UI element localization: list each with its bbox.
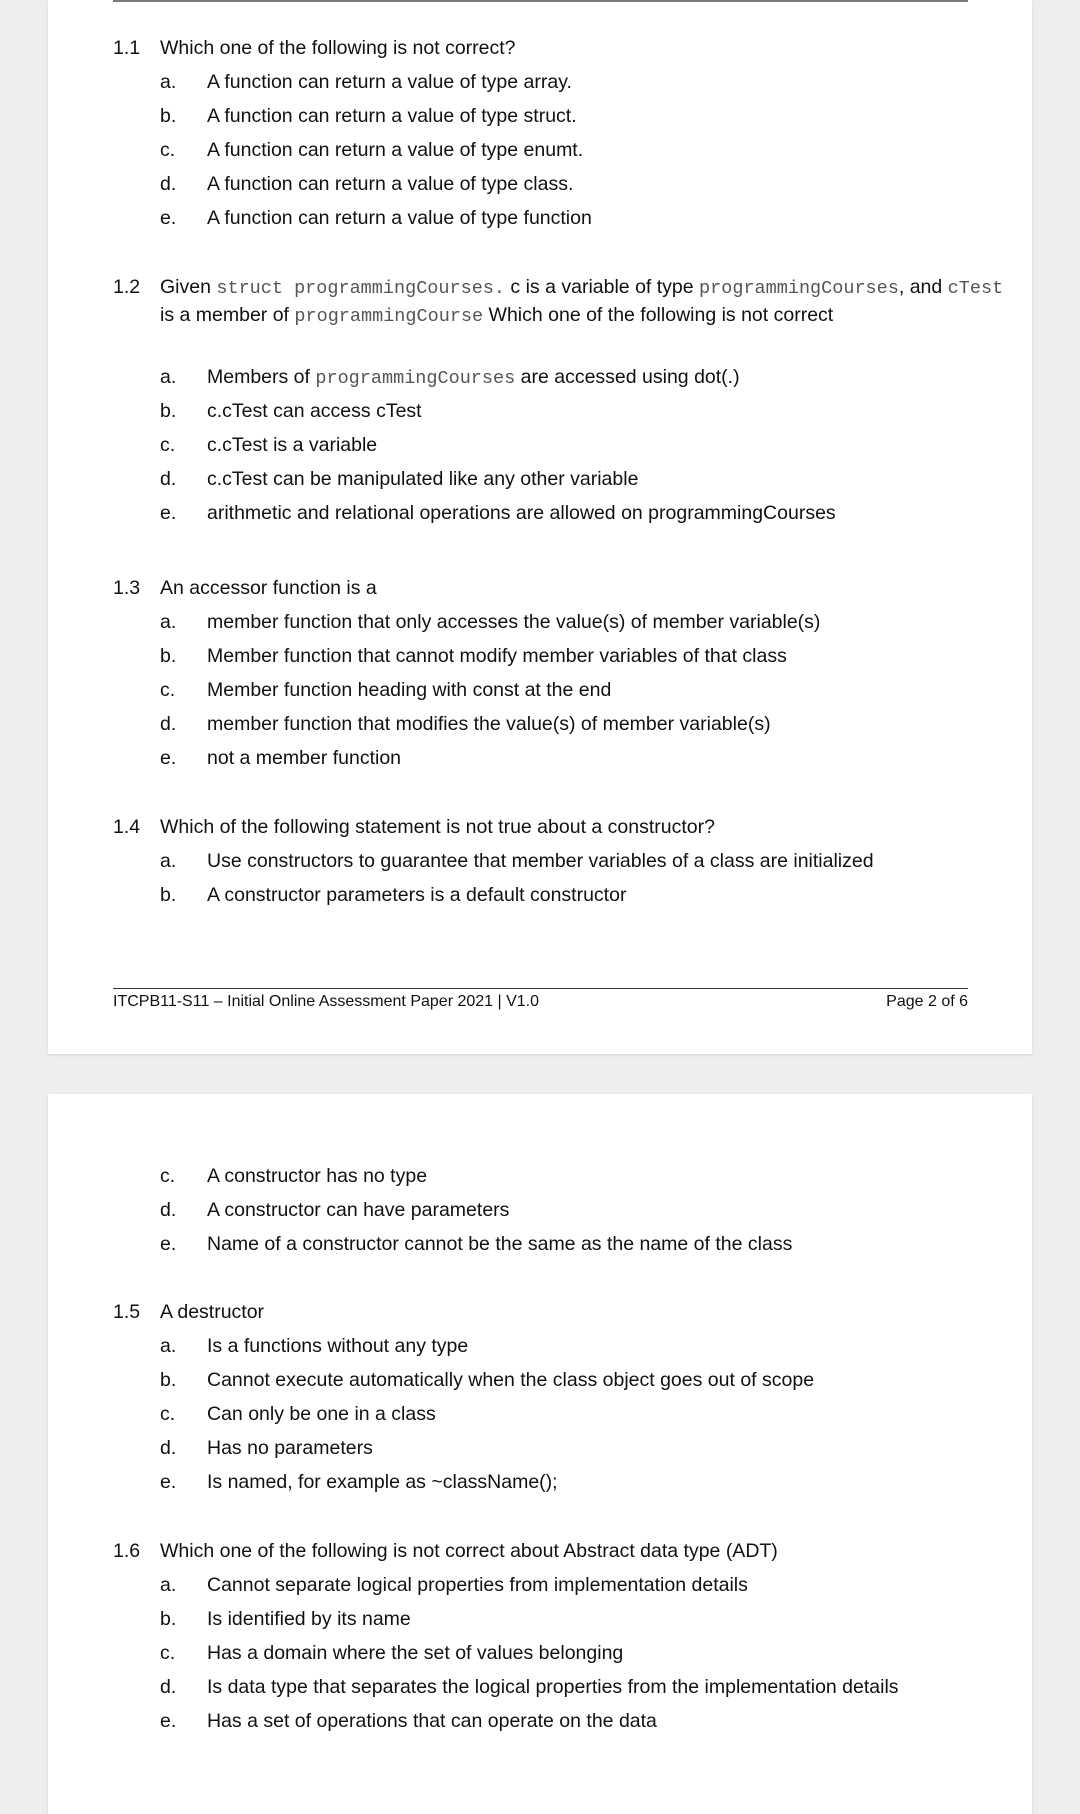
option-e: e. not a member function <box>160 747 402 769</box>
option-c: c. A constructor has no type <box>160 1165 428 1187</box>
option-a: a. member function that only accesses the value(s) of member variable(s) <box>160 611 821 633</box>
option-d: d. Has no parameters <box>160 1437 373 1459</box>
question-text: Which one of the following is not correct? <box>160 37 516 59</box>
question-number: 1.2 <box>113 276 141 298</box>
option-e: e. A function can return a value of type function <box>160 207 592 229</box>
top-rule <box>113 0 968 2</box>
option-c: c. Has a domain where the set of values belonging <box>160 1642 624 1664</box>
option-a: a. Use constructors to guarantee that member variables of a class are initialized <box>160 850 874 872</box>
option-e: e. Is named, for example as ~className(); <box>160 1471 558 1493</box>
question-1-5 <box>113 1295 1013 1499</box>
question-text: Given struct programmingCourses. c is a variable of type programmingCourses, and cTest is a member of programmingCourse Which one of the following is not correct <box>160 276 1004 327</box>
question-text: An accessor function is a <box>160 577 377 599</box>
footer-document-title: ITCPB11-S11 – Initial Online Assessment Paper 2021 | V1.0 <box>113 993 540 1010</box>
question-text: A destructor <box>160 1301 265 1323</box>
document-page-2 <box>48 1094 1032 1814</box>
question-number: 1.3 <box>113 577 141 599</box>
option-d: d. A function can return a value of type class. <box>160 173 574 195</box>
question-1-4 <box>113 810 1013 912</box>
option-e: e. Has a set of operations that can operate on the data <box>160 1710 657 1732</box>
question-1-4-continued <box>113 1159 1013 1261</box>
option-d: d. A constructor can have parameters <box>160 1199 510 1221</box>
option-a: a. Is a functions without any type <box>160 1335 469 1357</box>
question-1-6 <box>113 1534 1013 1738</box>
option-a: a. Members of programmingCourses are accessed using dot(.) <box>160 366 740 389</box>
option-b: b. Is identified by its name <box>160 1608 411 1630</box>
question-1-1 <box>113 31 1013 235</box>
document-page-1 <box>48 0 1032 1054</box>
question-1-3 <box>113 571 1013 775</box>
question-number: 1.5 <box>113 1301 141 1323</box>
option-d: d. c.cTest can be manipulated like any other variable <box>160 468 639 490</box>
option-b: b. Member function that cannot modify member variables of that class <box>160 645 787 667</box>
page-footer <box>113 988 968 1011</box>
option-b: b. A constructor parameters is a default constructor <box>160 884 627 906</box>
question-number: 1.4 <box>113 816 141 838</box>
option-e: e. arithmetic and relational operations are allowed on programmingCourses <box>160 502 836 524</box>
option-d: d. Is data type that separates the logical properties from the implementation details <box>160 1676 899 1698</box>
option-b: b. Cannot execute automatically when the class object goes out of scope <box>160 1369 815 1391</box>
option-c: c. c.cTest is a variable <box>160 434 378 456</box>
question-number: 1.6 <box>113 1540 141 1562</box>
question-text: Which of the following statement is not true about a constructor? <box>160 816 715 838</box>
question-number: 1.1 <box>113 37 141 59</box>
question-text: Which one of the following is not correct about Abstract data type (ADT) <box>160 1540 778 1562</box>
question-1-2 <box>113 274 1013 530</box>
option-c: c. Member function heading with const at the end <box>160 679 612 701</box>
option-b: b. A function can return a value of type struct. <box>160 105 577 127</box>
footer-page-number: Page 2 of 6 <box>886 993 968 1010</box>
option-d: d. member function that modifies the value(s) of member variable(s) <box>160 713 771 735</box>
option-c: c. Can only be one in a class <box>160 1403 436 1425</box>
option-a: a. A function can return a value of type array. <box>160 71 572 93</box>
option-c: c. A function can return a value of type enumt. <box>160 139 584 161</box>
option-e: e. Name of a constructor cannot be the same as the name of the class <box>160 1233 793 1255</box>
option-a: a. Cannot separate logical properties from implementation details <box>160 1574 748 1596</box>
option-b: b. c.cTest can access cTest <box>160 400 422 422</box>
